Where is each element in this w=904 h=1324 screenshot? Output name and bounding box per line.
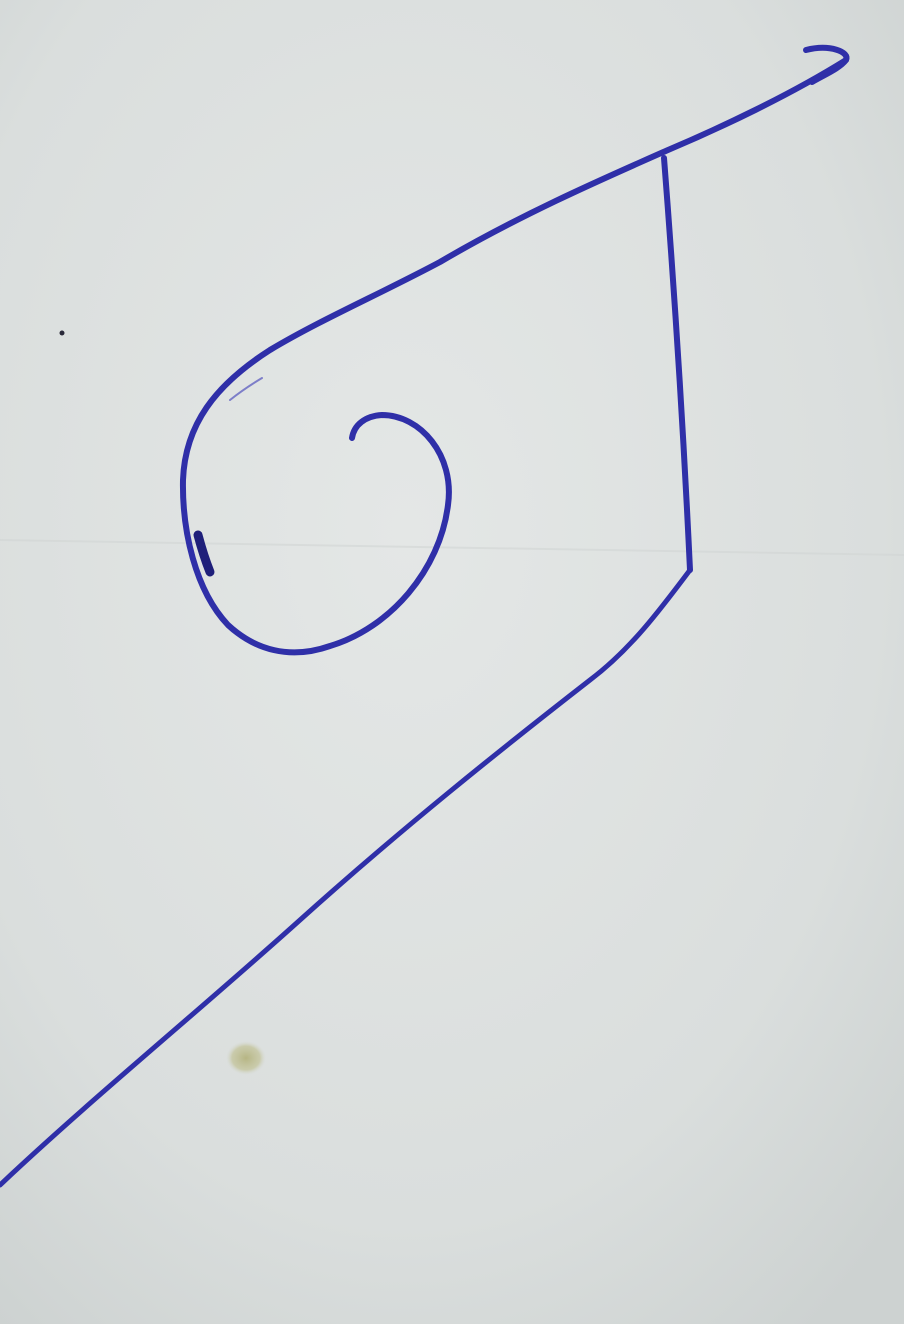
paper-stain <box>226 1041 266 1075</box>
ink-speck <box>60 331 65 336</box>
